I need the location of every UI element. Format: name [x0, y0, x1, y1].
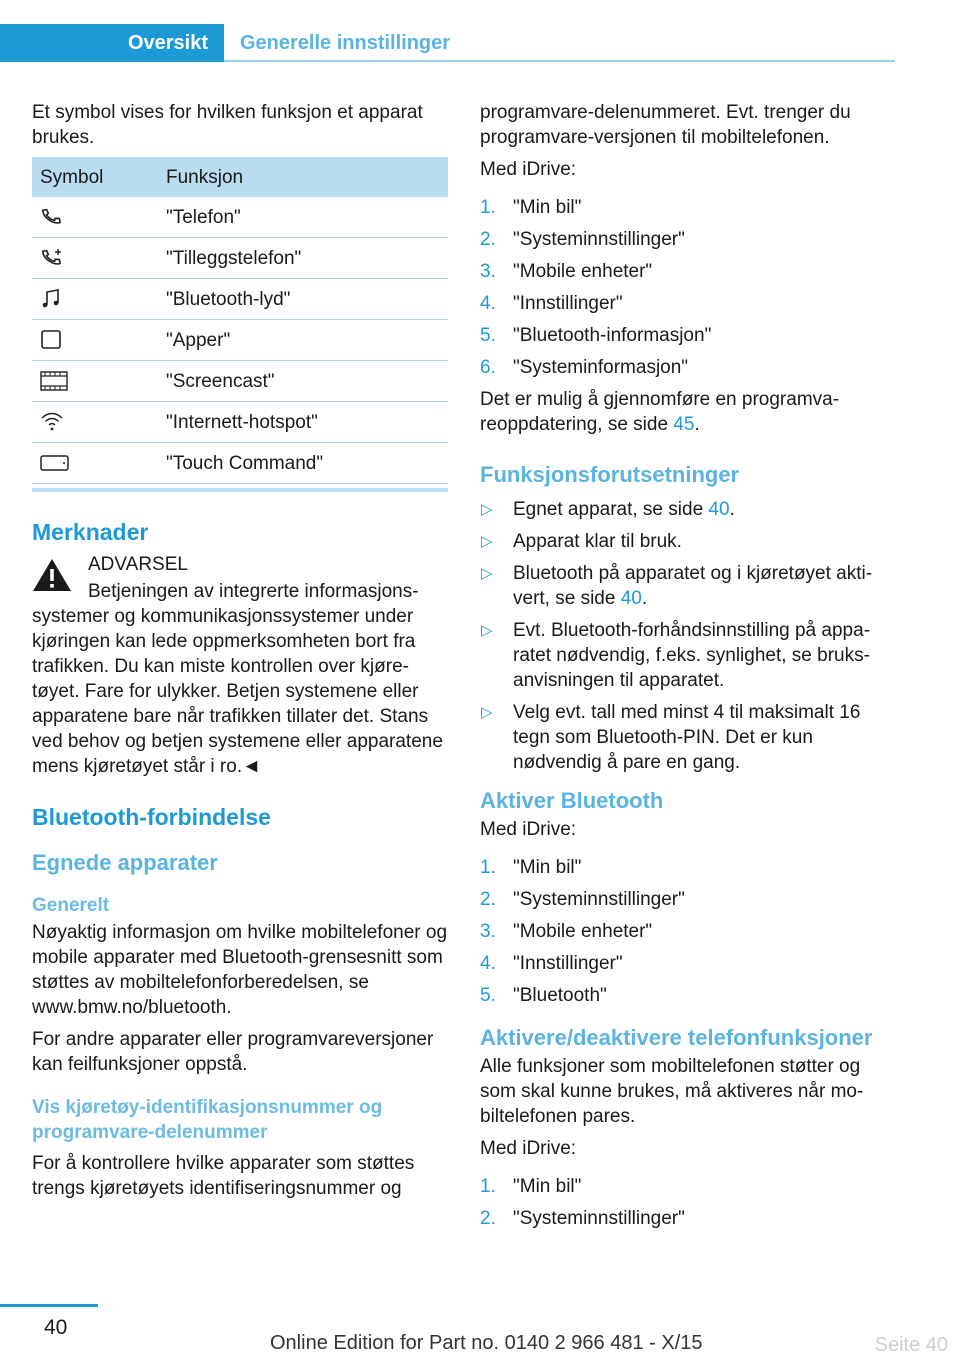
table-cell-label: "Bluetooth-lyd": [158, 279, 448, 320]
prerequisites-list: [480, 497, 896, 775]
edition-footer: Online Edition for Part no. 0140 2 966 481 - X/15: [270, 1332, 703, 1354]
triangle-bullet-icon: ▷: [481, 704, 493, 721]
list-item: ▷ Velg evt. tall med minst 4 til maksimalt 16 tegn som Bluetooth-PIN. Det er kun nødvendig å pare en gang.: [481, 702, 861, 773]
list-item: 3. "Mobile enheter": [480, 921, 653, 942]
table-row: [32, 197, 448, 238]
intro-paragraph: Et symbol vises for hvilken funksjon et apparat brukes.: [32, 102, 423, 148]
table-cell-label: "Apper": [158, 320, 448, 361]
table-bottom-rule: [32, 488, 448, 492]
tab-generelle-innstillinger[interactable]: Generelle innstillinger: [240, 31, 451, 54]
generelt-paragraph-2: For andre apparater eller programvareversjoner kan feilfunksjoner oppstå.: [32, 1029, 434, 1075]
list-item: 2. "Systeminnstillinger": [480, 1208, 685, 1229]
list-item: 1. "Min bil": [480, 1176, 582, 1197]
list-item: ▷ Apparat klar til bruk.: [481, 531, 682, 552]
table-row: [32, 279, 448, 320]
list-item: 5. "Bluetooth": [480, 985, 607, 1006]
list-item: 1. "Min bil": [480, 857, 582, 878]
triangle-bullet-icon: ▷: [481, 533, 493, 550]
list-item: 2. "Systeminnstillinger": [480, 889, 685, 910]
table-header-funksjon: Funksjon: [158, 157, 448, 197]
table-cell-label: "Touch Command": [158, 443, 448, 484]
triangle-bullet-icon: ▷: [481, 501, 493, 518]
update-paragraph: Det er mulig å gjennomføre en programvareoppdatering, se side 45.: [480, 389, 840, 435]
continued-paragraph: programvare-delenummeret. Evt. trenger du programvare-versjonen til mobiltelefonen.: [480, 102, 851, 148]
aktivere-deaktivere-heading: Aktivere/deaktivere telefonfunksjoner: [480, 1025, 873, 1050]
list-item: 2. "Systeminnstillinger": [480, 229, 685, 250]
warning-title: ADVARSEL: [88, 554, 188, 575]
tab-underline: [224, 60, 895, 62]
page-link-40[interactable]: 40: [708, 499, 730, 520]
vis-identifikasjon-heading: Vis kjøretøy-identifikasjonsnummer og programvare-delenummer: [32, 1097, 383, 1143]
table-header-row: [32, 157, 448, 197]
left-column: [32, 100, 448, 1208]
table-cell-label: "Tilleggstelefon": [158, 238, 448, 279]
list-item: 4. "Innstillinger": [480, 293, 623, 314]
page-number: 40: [44, 1316, 68, 1339]
funksjonsforutsetninger-heading: Funksjonsforutsetninger: [480, 462, 740, 487]
idrive-label-2: Med iDrive:: [480, 819, 577, 840]
wifi-hotspot-icon: [32, 402, 158, 443]
tab-oversikt[interactable]: Oversikt: [0, 24, 224, 62]
list-item: ▷ Evt. Bluetooth-forhåndsinnstilling på apparatet nødvendig, f.eks. synlighet, se bruksanvisningen til apparatet.: [481, 620, 871, 691]
symbol-table: [32, 157, 448, 484]
table-row: [32, 320, 448, 361]
generelt-paragraph-1: Nøyaktig informasjon om hvilke mobiltelefoner og mobile apparater med Bluetooth-grensesnitt som støttes av mobiltelefonforberedelsen, se www.bmw.no/bluetooth.: [32, 922, 448, 1018]
warning-block: [32, 552, 448, 779]
steps-list-3: [480, 1174, 896, 1231]
music-note-icon: [32, 279, 158, 320]
table-row: [32, 443, 448, 484]
triangle-bullet-icon: ▷: [481, 622, 493, 639]
warning-triangle-icon: [32, 558, 72, 599]
page-link-45[interactable]: 45: [673, 414, 695, 435]
table-row: [32, 361, 448, 402]
right-column: [480, 100, 896, 1238]
screencast-icon: [32, 361, 158, 402]
generelt-heading: Generelt: [32, 895, 110, 916]
warning-text: Betjeningen av integrerte informasjonssystemer og kommunikasjonssystemer under kjøringen kan lede oppmerksomheten bort fra trafikken. Du kan miste kontrollen over kjøretøyet. Fare for ulykker. Betjen systemene eller apparatene bare når trafikken tillater det. Stans ved behov og betjen systemene eller apparatene mens kjøretøyet står i ro.◄: [32, 581, 443, 777]
list-item: 1. "Min bil": [480, 197, 582, 218]
bluetooth-heading: Bluetooth-forbindelse: [32, 804, 271, 830]
apps-square-icon: [32, 320, 158, 361]
egnede-apparater-heading: Egnede apparater: [32, 850, 218, 875]
steps-list-1: [480, 195, 896, 380]
touch-command-icon: [32, 443, 158, 484]
table-cell-label: "Internett-hotspot": [158, 402, 448, 443]
top-navigation: [0, 0, 960, 62]
table-header-symbol: Symbol: [32, 157, 158, 197]
list-item: 3. "Mobile enheter": [480, 261, 653, 282]
list-item: ▷ Egnet apparat, se side 40.: [481, 499, 735, 520]
phone-icon: [32, 197, 158, 238]
list-item: 4. "Innstillinger": [480, 953, 623, 974]
list-item: 5. "Bluetooth-informasjon": [480, 325, 712, 346]
vis-paragraph: For å kontrollere hvilke apparater som støttes trengs kjøretøyets identifiseringsnummer og: [32, 1153, 415, 1199]
table-row: [32, 238, 448, 279]
merknader-heading: Merknader: [32, 519, 149, 545]
idrive-label-1: Med iDrive:: [480, 159, 577, 180]
page-number-bar: [0, 1304, 98, 1307]
watermark-text: Seite 40: [874, 1334, 948, 1356]
table-cell-label: "Screencast": [158, 361, 448, 402]
list-item: ▷ Bluetooth på apparatet og i kjøretøyet aktivert, se side 40.: [481, 563, 873, 609]
triangle-bullet-icon: ▷: [481, 565, 493, 582]
idrive-label-3: Med iDrive:: [480, 1138, 577, 1159]
table-row: [32, 402, 448, 443]
aktiver-bluetooth-heading: Aktiver Bluetooth: [480, 788, 664, 813]
list-item: 6. "Systeminformasjon": [480, 357, 689, 378]
page-link-40[interactable]: 40: [620, 588, 642, 609]
additional-phone-icon: [32, 238, 158, 279]
steps-list-2: [480, 855, 896, 1008]
table-cell-label: "Telefon": [158, 197, 448, 238]
aktivere-paragraph: Alle funksjoner som mobiltelefonen støtter og som skal kunne brukes, må aktiveres når mobiltelefonen pares.: [480, 1056, 864, 1127]
